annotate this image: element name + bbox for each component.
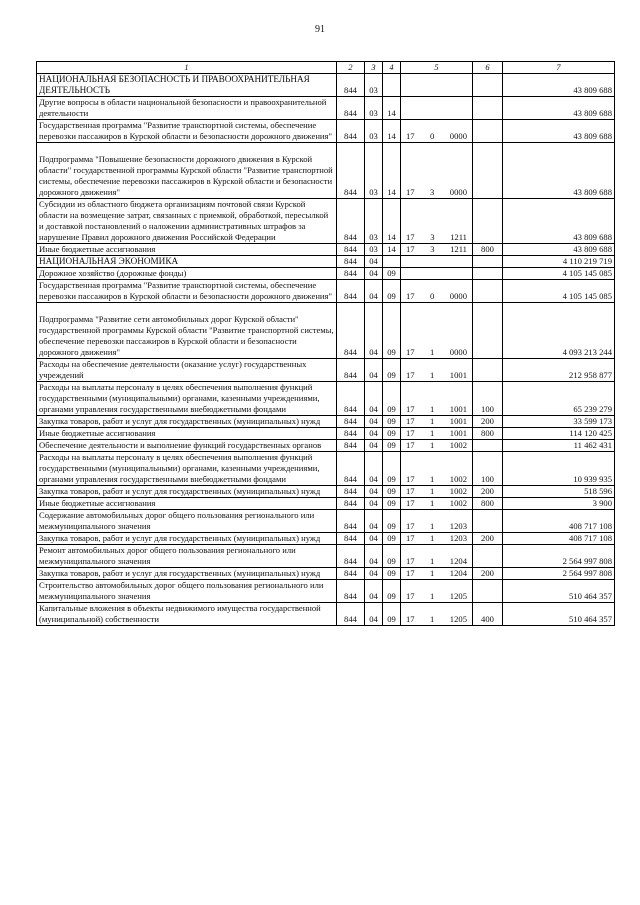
item-name: Расходы на обеспечение деятельности (оказание услуг) государственных учреждений: [39, 359, 307, 380]
section-code: 04: [365, 452, 383, 486]
grbs-code: 844: [337, 533, 365, 545]
target-article-cell: [401, 256, 473, 268]
amount: 408 717 108: [503, 510, 615, 533]
table-row: [37, 568, 615, 580]
subsection-code: 09: [383, 303, 401, 359]
subsection-code: 09: [383, 416, 401, 428]
item-name: Обеспечение деятельности и выполнение функций государственных органов: [39, 440, 322, 450]
table-row: [37, 268, 615, 280]
column-header: 4: [383, 62, 401, 74]
subsection-code: 09: [383, 452, 401, 486]
table-row: [37, 244, 615, 256]
grbs-code: 844: [337, 268, 365, 280]
section-code: 04: [365, 359, 383, 382]
amount: 4 093 213 244: [503, 303, 615, 359]
table-row: [37, 359, 615, 382]
expense-type-code: [473, 545, 503, 568]
expense-type-code: 800: [473, 498, 503, 510]
table-row: [37, 510, 615, 533]
item-name-cell: [37, 510, 337, 533]
item-name-cell: [37, 97, 337, 120]
item-name: Содержание автомобильных дорог общего пользования регионального или межмуниципального значения: [39, 510, 315, 531]
item-name-cell: [37, 580, 337, 603]
section-code: 04: [365, 580, 383, 603]
item-name: Другие вопросы в области национальной безопасности и правоохранительной деятельности: [39, 97, 327, 118]
amount: 43 809 688: [503, 143, 615, 199]
table-row: [37, 280, 615, 303]
target-article-part: 17: [406, 370, 415, 380]
subsection-code: 09: [383, 280, 401, 303]
table-row: [37, 452, 615, 486]
subsection-code: 09: [383, 498, 401, 510]
section-code: 03: [365, 74, 383, 97]
amount: 408 717 108: [503, 533, 615, 545]
subsection-code: 14: [383, 244, 401, 256]
expense-type-code: [473, 440, 503, 452]
subsection-code: 14: [383, 97, 401, 120]
target-article-part: 0000: [449, 347, 467, 357]
column-header: 2: [337, 62, 365, 74]
target-article-part: 1: [430, 347, 435, 357]
target-article-cell: [401, 244, 473, 256]
subsection-code: 09: [383, 545, 401, 568]
subsection-code: 09: [383, 486, 401, 498]
target-article-part: 1001: [449, 416, 467, 426]
item-name: Иные бюджетные ассигнования: [39, 498, 156, 508]
target-article-part: 1211: [450, 244, 467, 254]
section-code: 04: [365, 510, 383, 533]
target-article-part: 17: [406, 131, 415, 141]
subsection-code: [383, 74, 401, 97]
item-name-cell: [37, 280, 337, 303]
grbs-code: 844: [337, 440, 365, 452]
expense-type-code: 100: [473, 382, 503, 416]
expense-type-code: 200: [473, 533, 503, 545]
section-code: 04: [365, 280, 383, 303]
column-header: 3: [365, 62, 383, 74]
target-article-part: 1203: [449, 521, 467, 531]
table-row: [37, 545, 615, 568]
target-article-part: 1205: [449, 591, 467, 601]
subsection-code: 09: [383, 510, 401, 533]
amount: 3 900: [503, 498, 615, 510]
target-article-cell: [401, 97, 473, 120]
target-article-cell: [401, 416, 473, 428]
table-row: [37, 428, 615, 440]
item-name: НАЦИОНАЛЬНАЯ ЭКОНОМИКА: [39, 256, 179, 266]
target-article-part: 1002: [449, 486, 467, 496]
target-article-part: 0000: [449, 291, 467, 301]
item-name: Расходы на выплаты персоналу в целях обеспечения выполнения функций государственными (муниципальными) органами, казенными учреждениями, органами управления государственными внебюджетными фондами: [39, 382, 320, 414]
grbs-code: 844: [337, 120, 365, 143]
amount: 4 105 145 085: [503, 280, 615, 303]
target-article-part: 1: [430, 521, 435, 531]
section-code: 03: [365, 97, 383, 120]
item-name: Закупка товаров, работ и услуг для государственных (муниципальных) нужд: [39, 568, 321, 578]
subsection-code: 14: [383, 143, 401, 199]
column-header: 6: [473, 62, 503, 74]
amount: 43 809 688: [503, 199, 615, 244]
target-article-part: 0: [430, 131, 435, 141]
target-article-part: 1: [430, 428, 435, 438]
target-article-part: 1: [430, 568, 435, 578]
table-row: [37, 120, 615, 143]
amount: 510 464 357: [503, 580, 615, 603]
target-article-part: 1: [430, 614, 435, 624]
item-name: Иные бюджетные ассигнования: [39, 244, 156, 254]
amount: 33 599 173: [503, 416, 615, 428]
target-article-cell: [401, 580, 473, 603]
table-row: [37, 382, 615, 416]
target-article-part: 1205: [449, 614, 467, 624]
table-row: [37, 486, 615, 498]
section-code: 03: [365, 120, 383, 143]
item-name-cell: [37, 533, 337, 545]
subsection-code: 09: [383, 382, 401, 416]
section-code: 03: [365, 143, 383, 199]
column-header: 1: [37, 62, 337, 74]
target-article-part: 0000: [449, 131, 467, 141]
section-code: 04: [365, 603, 383, 626]
target-article-part: 0000: [449, 187, 467, 197]
target-article-part: 1: [430, 370, 435, 380]
target-article-part: 17: [406, 474, 415, 484]
target-article-part: 1002: [449, 474, 467, 484]
target-article-part: 17: [406, 498, 415, 508]
grbs-code: 844: [337, 510, 365, 533]
table-row: [37, 498, 615, 510]
expense-type-code: [473, 74, 503, 97]
target-article-part: 17: [406, 440, 415, 450]
item-name: Подпрограмма "Повышение безопасности дорожного движения в Курской области" государственной программы Курской области "Развитие транспортной системы, обеспечение перевозки пассажиров в Курской области и безопасности дорожного движения": [39, 154, 333, 197]
expense-type-code: 800: [473, 428, 503, 440]
target-article-part: 1: [430, 404, 435, 414]
item-name-cell: [37, 452, 337, 486]
item-name: Закупка товаров, работ и услуг для государственных (муниципальных) нужд: [39, 486, 321, 496]
item-name-cell: [37, 303, 337, 359]
target-article-part: 17: [406, 416, 415, 426]
item-name: Подпрограмма "Развитие сети автомобильных дорог Курской области" государственной программы Курской области "Развитие транспортной системы, обеспечение перевозки пассажиров в Курской области и безопасности дорожного движения": [39, 314, 334, 357]
table-row: [37, 416, 615, 428]
expense-type-code: [473, 256, 503, 268]
grbs-code: 844: [337, 256, 365, 268]
table-body: [37, 74, 615, 626]
amount: 510 464 357: [503, 603, 615, 626]
target-article-part: 1: [430, 533, 435, 543]
section-code: 04: [365, 545, 383, 568]
target-article-cell: [401, 268, 473, 280]
expense-type-code: [473, 97, 503, 120]
target-article-part: 17: [406, 591, 415, 601]
section-code: 04: [365, 256, 383, 268]
target-article-cell: [401, 486, 473, 498]
target-article-part: 1001: [449, 428, 467, 438]
item-name-cell: [37, 74, 337, 97]
page-number: 91: [315, 24, 325, 35]
expense-type-code: [473, 199, 503, 244]
subsection-code: 09: [383, 428, 401, 440]
amount: 65 239 279: [503, 382, 615, 416]
grbs-code: 844: [337, 452, 365, 486]
target-article-part: 17: [406, 187, 415, 197]
target-article-cell: [401, 382, 473, 416]
target-article-part: 1001: [449, 370, 467, 380]
item-name-cell: [37, 244, 337, 256]
item-name: Государственная программа "Развитие транспортной системы, обеспечение перевозки пассажиров в Курской области и безопасности дорожного движения": [39, 280, 332, 301]
target-article-cell: [401, 510, 473, 533]
target-article-part: 17: [406, 533, 415, 543]
item-name-cell: [37, 382, 337, 416]
item-name: Иные бюджетные ассигнования: [39, 428, 156, 438]
section-code: 04: [365, 533, 383, 545]
grbs-code: 844: [337, 416, 365, 428]
item-name: Ремонт автомобильных дорог общего пользования регионального или межмуниципального значения: [39, 545, 296, 566]
grbs-code: 844: [337, 303, 365, 359]
target-article-part: 3: [430, 244, 435, 254]
target-article-cell: [401, 303, 473, 359]
grbs-code: 844: [337, 143, 365, 199]
target-article-part: 17: [406, 568, 415, 578]
target-article-cell: [401, 440, 473, 452]
target-article-cell: [401, 545, 473, 568]
subsection-code: 09: [383, 603, 401, 626]
grbs-code: 844: [337, 74, 365, 97]
target-article-cell: [401, 533, 473, 545]
item-name: Закупка товаров, работ и услуг для государственных (муниципальных) нужд: [39, 533, 321, 543]
table-row: [37, 256, 615, 268]
amount: 10 939 935: [503, 452, 615, 486]
section-code: 04: [365, 486, 383, 498]
grbs-code: 844: [337, 580, 365, 603]
target-article-part: 1002: [449, 440, 467, 450]
target-article-part: 1203: [449, 533, 467, 543]
target-article-part: 1: [430, 591, 435, 601]
target-article-part: 1001: [449, 404, 467, 414]
item-name-cell: [37, 545, 337, 568]
grbs-code: 844: [337, 545, 365, 568]
target-article-part: 17: [406, 556, 415, 566]
expense-type-code: 100: [473, 452, 503, 486]
subsection-code: 09: [383, 268, 401, 280]
table-row: [37, 143, 615, 199]
target-article-cell: [401, 428, 473, 440]
item-name: НАЦИОНАЛЬНАЯ БЕЗОПАСНОСТЬ И ПРАВООХРАНИТЕЛЬНАЯ ДЕЯТЕЛЬНОСТЬ: [39, 74, 310, 95]
target-article-cell: [401, 603, 473, 626]
target-article-part: 17: [406, 232, 415, 242]
target-article-part: 1211: [450, 232, 467, 242]
target-article-part: 17: [406, 614, 415, 624]
subsection-code: 09: [383, 533, 401, 545]
item-name: Государственная программа "Развитие транспортной системы, обеспечение перевозки пассажиров в Курской области и безопасности дорожного движения": [39, 120, 332, 141]
target-article-part: 17: [406, 486, 415, 496]
subsection-code: 09: [383, 359, 401, 382]
section-code: 04: [365, 568, 383, 580]
expense-type-code: 400: [473, 603, 503, 626]
subsection-code: 14: [383, 120, 401, 143]
grbs-code: 844: [337, 359, 365, 382]
target-article-part: 1: [430, 440, 435, 450]
table-row: [37, 580, 615, 603]
grbs-code: 844: [337, 486, 365, 498]
subsection-code: 09: [383, 568, 401, 580]
expense-type-code: [473, 510, 503, 533]
amount: 212 958 877: [503, 359, 615, 382]
target-article-part: 1002: [449, 498, 467, 508]
target-article-part: 17: [406, 291, 415, 301]
target-article-cell: [401, 143, 473, 199]
expense-type-code: [473, 580, 503, 603]
expense-type-code: 200: [473, 486, 503, 498]
item-name-cell: [37, 143, 337, 199]
section-code: 04: [365, 416, 383, 428]
item-name-cell: [37, 120, 337, 143]
section-code: 04: [365, 268, 383, 280]
grbs-code: 844: [337, 428, 365, 440]
section-code: 03: [365, 199, 383, 244]
header-row: [37, 62, 615, 74]
expense-type-code: [473, 303, 503, 359]
item-name-cell: [37, 603, 337, 626]
table-row: [37, 603, 615, 626]
target-article-cell: [401, 359, 473, 382]
table-row: [37, 440, 615, 452]
target-article-part: 1: [430, 486, 435, 496]
item-name: Расходы на выплаты персоналу в целях обеспечения выполнения функций государственными (муниципальными) органами, казенными учреждениями, органами управления государственными внебюджетными фондами: [39, 452, 320, 484]
item-name: Дорожное хозяйство (дорожные фонды): [39, 268, 187, 278]
amount: 114 120 425: [503, 428, 615, 440]
subsection-code: [383, 256, 401, 268]
target-article-cell: [401, 452, 473, 486]
target-article-cell: [401, 498, 473, 510]
grbs-code: 844: [337, 199, 365, 244]
grbs-code: 844: [337, 498, 365, 510]
item-name-cell: [37, 268, 337, 280]
subsection-code: 14: [383, 199, 401, 244]
expense-type-code: 200: [473, 416, 503, 428]
target-article-part: 17: [406, 404, 415, 414]
item-name-cell: [37, 568, 337, 580]
amount: 43 809 688: [503, 97, 615, 120]
item-name-cell: [37, 359, 337, 382]
table-row: [37, 533, 615, 545]
section-code: 04: [365, 428, 383, 440]
item-name-cell: [37, 498, 337, 510]
amount: 43 809 688: [503, 244, 615, 256]
amount: 4 105 145 085: [503, 268, 615, 280]
grbs-code: 844: [337, 280, 365, 303]
target-article-part: 1: [430, 474, 435, 484]
item-name-cell: [37, 199, 337, 244]
section-code: 04: [365, 382, 383, 416]
target-article-part: 1: [430, 556, 435, 566]
expense-type-code: [473, 359, 503, 382]
item-name: Закупка товаров, работ и услуг для государственных (муниципальных) нужд: [39, 416, 321, 426]
target-article-cell: [401, 568, 473, 580]
table-row: [37, 303, 615, 359]
target-article-cell: [401, 120, 473, 143]
section-code: 03: [365, 244, 383, 256]
amount: 4 110 219 719: [503, 256, 615, 268]
target-article-part: 1204: [449, 568, 467, 578]
target-article-part: 1: [430, 416, 435, 426]
item-name-cell: [37, 416, 337, 428]
grbs-code: 844: [337, 97, 365, 120]
amount: 518 596: [503, 486, 615, 498]
grbs-code: 844: [337, 382, 365, 416]
grbs-code: 844: [337, 603, 365, 626]
item-name: Капитальные вложения в объекты недвижимого имущества государственной (муниципальной) собственности: [39, 603, 321, 624]
budget-table: [36, 61, 615, 626]
target-article-cell: [401, 280, 473, 303]
target-article-cell: [401, 199, 473, 244]
section-code: 04: [365, 498, 383, 510]
item-name-cell: [37, 428, 337, 440]
target-article-part: 3: [430, 187, 435, 197]
item-name: Субсидии из областного бюджета организациям почтовой связи Курской области на возмещение затрат, связанных с приемкой, обработкой, пересылкой и доставкой постановлений о наложении административных штрафов за нарушение Правил дорожного движения Российской Федерации: [39, 199, 329, 242]
target-article-part: 3: [430, 232, 435, 242]
target-article-part: 17: [406, 244, 415, 254]
item-name-cell: [37, 440, 337, 452]
expense-type-code: [473, 120, 503, 143]
expense-type-code: [473, 280, 503, 303]
subsection-code: 09: [383, 580, 401, 603]
amount: 2 564 997 808: [503, 568, 615, 580]
table-row: [37, 199, 615, 244]
section-code: 04: [365, 303, 383, 359]
amount: 11 462 431: [503, 440, 615, 452]
column-header: 5: [401, 62, 473, 74]
amount: 2 564 997 808: [503, 545, 615, 568]
expense-type-code: [473, 143, 503, 199]
item-name-cell: [37, 486, 337, 498]
expense-type-code: 800: [473, 244, 503, 256]
grbs-code: 844: [337, 568, 365, 580]
target-article-part: 0: [430, 291, 435, 301]
section-code: 04: [365, 440, 383, 452]
target-article-part: 1: [430, 498, 435, 508]
target-article-cell: [401, 74, 473, 97]
column-header: 7: [503, 62, 615, 74]
target-article-part: 1204: [449, 556, 467, 566]
target-article-part: 17: [406, 428, 415, 438]
table-row: [37, 74, 615, 97]
expense-type-code: [473, 268, 503, 280]
target-article-part: 17: [406, 347, 415, 357]
expense-type-code: 200: [473, 568, 503, 580]
amount: 43 809 688: [503, 120, 615, 143]
amount: 43 809 688: [503, 74, 615, 97]
target-article-part: 17: [406, 521, 415, 531]
item-name-cell: [37, 256, 337, 268]
grbs-code: 844: [337, 244, 365, 256]
subsection-code: 09: [383, 440, 401, 452]
table-row: [37, 97, 615, 120]
item-name: Строительство автомобильных дорог общего пользования регионального или межмуниципального значения: [39, 580, 324, 601]
